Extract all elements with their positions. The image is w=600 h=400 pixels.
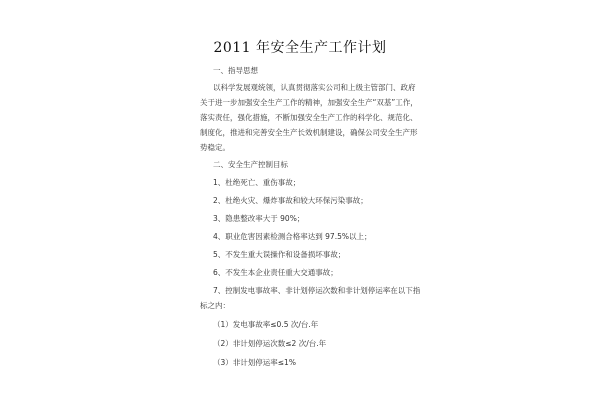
section-heading-guiding-ideology: 一、指导思想 [213,66,258,75]
target-item-1: 1、杜绝死亡、重伤事故； [213,178,301,187]
sub-item-2: （2）非计划停运次数≤2 次/台.年 [213,339,327,348]
sub-item-3: （3）非计划停运率≤1% [213,358,296,367]
target-item-4: 4、职业危害因素检测合格率达到 97.5%以上； [213,232,372,241]
paragraph-line-5: 势稳定。 [200,143,230,152]
paragraph-line-4: 制度化，推进和完善安全生产长效机制建设，确保公司安全生产形 [200,128,418,137]
target-item-3: 3、隐患整改率大于 90%； [213,214,305,223]
target-item-6: 6、不发生本企业责任重大交通事故； [213,268,338,277]
paragraph-line-1: 以科学发展观统领，认真贯彻落实公司和上级主管部门、政府 [213,83,416,92]
target-item-2: 2、杜绝火灾、爆炸事故和较大环保污染事故； [213,196,368,205]
target-item-7-line-2: 标之内： [200,301,230,310]
sub-item-1: （1）发电事故率≤0.5 次/台.年 [213,320,319,329]
document-title: 2011 年安全生产工作计划 [213,40,387,56]
paragraph-line-3: 落实责任，强化措施，不断加强安全生产工作的科学化、规范化、 [200,113,418,122]
target-item-5: 5、不发生重大误操作和设备损坏事故； [213,250,346,259]
paragraph-line-2: 关于进一步加强安全生产工作的精神，加强安全生产“双基”工作， [200,98,418,107]
target-item-7-line-1: 7、控制发电事故率、非计划停运次数和非计划停运率在以下指 [213,286,421,295]
section-heading-safety-targets: 二、安全生产控制目标 [213,160,288,169]
